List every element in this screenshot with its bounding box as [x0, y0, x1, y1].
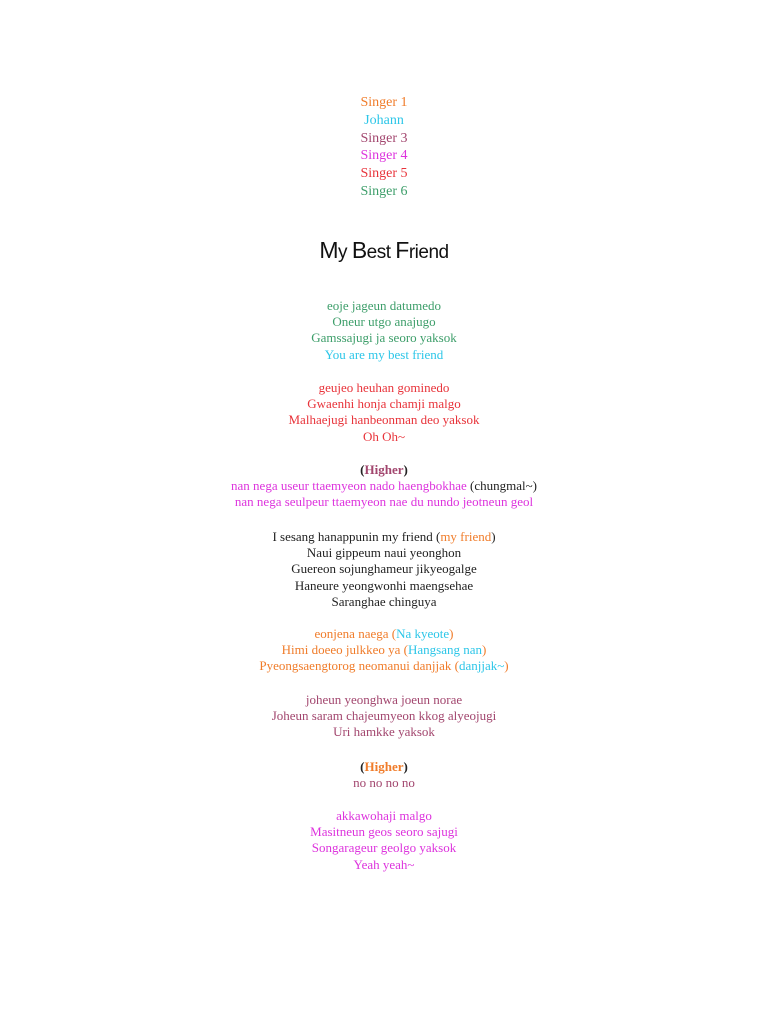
- singer-6: Singer 6: [360, 183, 408, 199]
- verse-2: [0, 380, 768, 445]
- singer-5: Singer 5: [360, 166, 408, 182]
- lyric-line: joheun yeonghwa joeun norae: [305, 692, 463, 707]
- pre-chorus-1: [0, 462, 768, 511]
- singer-4: Singer 4: [360, 148, 408, 164]
- lyric-line: nan nega useur ttaemyeon nado haengbokhae (chungmal~): [231, 478, 537, 494]
- song-title: My Best Friend: [319, 237, 449, 263]
- singer-2: Johann: [364, 112, 404, 128]
- pre-chorus-2: [0, 759, 768, 791]
- lyric-line: Oneur utgo anajugo: [332, 314, 436, 330]
- lyric-line: Yeah yeah~: [353, 856, 415, 872]
- singer-1: Singer 1: [360, 95, 408, 110]
- lyric-line: eoje jageun datumedo: [326, 298, 442, 313]
- lyric-line: Naui gippeum naui yeonghon: [306, 545, 462, 561]
- lyric-line: Haneure yeongwonhi maengsehae: [294, 577, 474, 593]
- lyric-line: I sesang hanappunin my friend (my friend): [272, 529, 496, 544]
- singer-3: Singer 3: [360, 130, 408, 146]
- lyric-line: Songarageur geolgo yaksok: [311, 840, 457, 856]
- lyric-line: Guereon sojunghameur jikyeogalge: [291, 561, 477, 577]
- lyric-line: Pyeongsaengtorog neomanui danjjak (danjjak~): [259, 658, 509, 674]
- verse-4: [0, 692, 768, 741]
- verse-3: [0, 626, 768, 675]
- lyric-line: Malhaejugi hanbeonman deo yaksok: [288, 412, 480, 428]
- chorus: [0, 529, 768, 610]
- higher-cue: (Higher): [360, 759, 408, 774]
- singer-legend: [0, 94, 768, 201]
- lyric-line: akkawohaji malgo: [336, 808, 432, 823]
- verse-1: [0, 298, 768, 363]
- lyric-line: Oh Oh~: [362, 428, 406, 444]
- lyric-line: You are my best friend: [324, 346, 444, 362]
- verse-5: [0, 808, 768, 873]
- lyric-line: Himi doeeo julkkeo ya (Hangsang nan): [281, 642, 487, 658]
- lyric-line: Joheun saram chajeumyeon kkog alyeojugi: [271, 708, 497, 724]
- lyric-line: Saranghae chinguya: [331, 593, 437, 609]
- higher-cue: (Higher): [360, 462, 408, 477]
- lyric-line: no no no no: [353, 775, 415, 791]
- lyric-line: geujeo heuhan gominedo: [318, 380, 450, 395]
- lyric-line: Uri hamkke yaksok: [333, 724, 435, 740]
- lyric-line: Gamssajugi ja seoro yaksok: [311, 330, 457, 346]
- lyric-line: Masitneun geos seoro sajugi: [310, 824, 458, 840]
- lyric-line: Gwaenhi honja chamji malgo: [307, 396, 461, 412]
- lyric-line: nan nega seulpeur ttaemyeon nae du nundo jeotneun geol: [234, 494, 534, 510]
- lyric-line: eonjena naega (Na kyeote): [314, 626, 454, 641]
